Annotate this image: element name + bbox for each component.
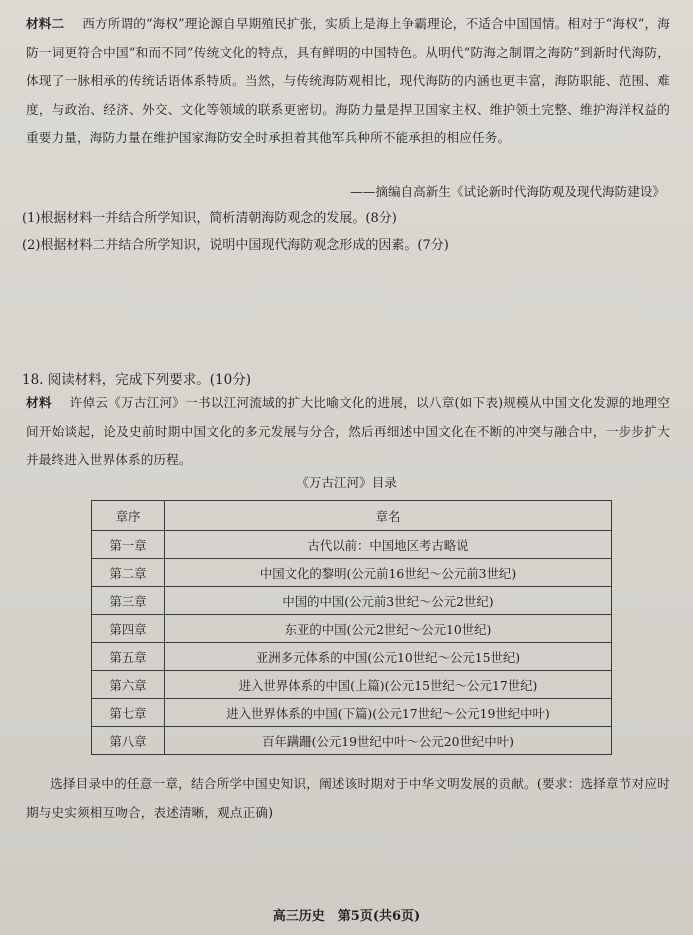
table-row <box>92 559 612 587</box>
table-of-contents <box>91 500 612 755</box>
chapter-title: 进入世界体系的中国(上篇)(公元15世纪～公元17世纪) <box>165 671 612 699</box>
question-18-material-label: 材料 <box>26 395 52 410</box>
chapter-number: 第七章 <box>92 699 165 727</box>
question-18-material <box>26 389 670 475</box>
chapter-title: 东亚的中国(公元2世纪～公元10世纪) <box>165 615 612 643</box>
table-row <box>92 671 612 699</box>
question-1: (1)根据材料一并结合所学知识，简析清朝海防观念的发展。(8分) <box>22 211 397 226</box>
chapter-number: 第一章 <box>92 531 165 559</box>
material-two-label: 材料二 <box>26 16 65 31</box>
chapter-title: 百年蹒跚(公元19世纪中叶～公元20世纪中叶) <box>165 727 612 755</box>
material-two-paragraph <box>26 10 670 153</box>
chapter-number: 第五章 <box>92 643 165 671</box>
table-caption: 《万古江河》目录 <box>296 475 397 490</box>
question-18-instruction <box>26 770 670 827</box>
material-two-source: ——摘编自高新生《试论新时代海防观及现代海防建设》 <box>350 184 665 199</box>
question-18-material-text: 许倬云《万古江河》一书以江河流域的扩大比喻文化的进展，以八章(如下表)规模从中国文化发源的地理空间开始谈起，论及史前时期中国文化的多元发展与分合，然后再细述中国文化在不断的冲突与融合中，一步步扩大并最终进入世界体系的历程。 <box>26 395 670 468</box>
table-row <box>92 587 612 615</box>
chapter-number: 第四章 <box>92 615 165 643</box>
chapter-title: 中国文化的黎明(公元前16世纪～公元前3世纪) <box>165 559 612 587</box>
chapter-title: 进入世界体系的中国(下篇)(公元17世纪～公元19世纪中叶) <box>165 699 612 727</box>
table-row <box>92 643 612 671</box>
table-row <box>92 699 612 727</box>
question-18-title: 18. 阅读材料，完成下列要求。(10分) <box>22 372 251 388</box>
question-18-instruction-text: 选择目录中的任意一章，结合所学中国史知识，阐述该时期对于中华文明发展的贡献。(要求：选择章节对应时期与史实须相互吻合，表述清晰，观点正确) <box>26 776 670 820</box>
table-header-row <box>92 501 612 531</box>
header-chapter-title: 章名 <box>165 501 612 531</box>
chapter-title: 中国的中国(公元前3世纪～公元2世纪) <box>165 587 612 615</box>
table-row <box>92 727 612 755</box>
chapter-title: 亚洲多元体系的中国(公元10世纪～公元15世纪) <box>165 643 612 671</box>
chapter-number: 第二章 <box>92 559 165 587</box>
chapter-number: 第六章 <box>92 671 165 699</box>
chapter-number: 第八章 <box>92 727 165 755</box>
page-footer: 高三历史 第5页(共6页) <box>272 909 421 924</box>
table-row <box>92 615 612 643</box>
header-chapter-number: 章序 <box>92 501 165 531</box>
chapter-title: 古代以前：中国地区考古略说 <box>165 531 612 559</box>
table-row <box>92 531 612 559</box>
chapter-number: 第三章 <box>92 587 165 615</box>
question-2: (2)根据材料二并结合所学知识，说明中国现代海防观念形成的因素。(7分) <box>22 238 449 253</box>
material-two-text: 西方所谓的“海权”理论源自早期殖民扩张，实质上是海上争霸理论，不适合中国国情。相对于“海权”，海防一词更符合中国“和而不同”传统文化的特点，具有鲜明的中国特色。从明代“防海之制谓之海防”到新时代海防，体现了一脉相承的传统话语体系特质。当然，与传统海防观相比，现代海防的内涵也更丰富，海防职能、范围、难度，与政治、经济、外交、文化等领域的联系更密切。海防力量是捍卫国家主权、维护领土完整、维护海洋权益的重要力量，海防力量在维护国家海防安全时承担着其他军兵种所不能承担的相应任务。 <box>26 16 671 146</box>
